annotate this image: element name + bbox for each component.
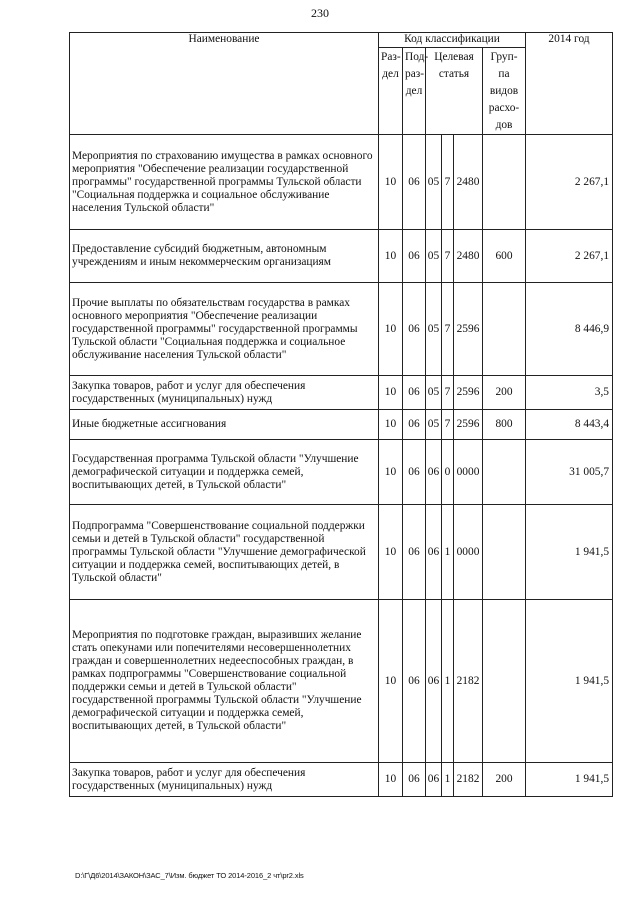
header-name: Наименование [70,33,379,135]
row-target-direction: 2480 [454,230,483,283]
row-target-subprogram: 7 [442,230,454,283]
row-name: Подпрограмма "Совершенствование социальной поддержки семьи и детей в Тульской области" государственной программы Тульской области "Улучшение демографической ситуации и поддержка семей, воспитывающих детей, в Тульской области" [70,505,379,600]
row-razdel: 10 [379,283,403,376]
row-razdel: 10 [379,763,403,797]
row-amount: 31 005,7 [526,440,613,505]
row-target-direction: 2596 [454,376,483,410]
table-row [70,763,613,797]
table-body [70,135,613,797]
row-podrazdel: 06 [403,135,426,230]
row-razdel: 10 [379,376,403,410]
row-target-direction: 2480 [454,135,483,230]
row-target-program: 05 [426,410,442,440]
header-podrazdel [403,48,429,135]
row-amount: 3,5 [526,376,613,410]
row-podrazdel: 06 [403,600,426,763]
table-header [70,33,613,135]
row-target-direction: 2182 [454,600,483,763]
row-target-program: 06 [426,763,442,797]
header-target-article-line: Целевая [434,51,474,63]
row-amount: 1 941,5 [526,763,613,797]
row-expense-type: 200 [483,763,526,797]
row-podrazdel: 06 [403,230,426,283]
row-name: Закупка товаров, работ и услуг для обеспечения государственных (муниципальных) нужд [70,763,379,797]
header-target-article [426,48,483,135]
row-target-direction: 2596 [454,283,483,376]
row-target-subprogram: 7 [442,135,454,230]
row-target-program: 05 [426,376,442,410]
row-razdel: 10 [379,440,403,505]
header-year: 2014 год [526,33,613,135]
row-amount: 8 446,9 [526,283,613,376]
row-target-program: 05 [426,283,442,376]
row-razdel: 10 [379,410,403,440]
table-row [70,135,613,230]
budget-table [69,32,613,797]
header-classification-code: Код классификации [379,33,526,48]
header-razdel [379,48,403,135]
row-expense-type [483,600,526,763]
row-podrazdel: 06 [403,763,426,797]
row-expense-type [483,283,526,376]
row-target-subprogram: 1 [442,763,454,797]
header-target-article-line: статья [438,68,470,80]
table-row [70,440,613,505]
header-expense-group-line: Груп- [490,51,518,63]
row-expense-type: 600 [483,230,526,283]
row-amount: 8 443,4 [526,410,613,440]
page-number: 230 [311,6,329,20]
row-target-subprogram: 1 [442,600,454,763]
row-podrazdel: 06 [403,283,426,376]
table-row [70,283,613,376]
row-target-direction: 0000 [454,505,483,600]
header-razdel-line: дел [382,68,399,80]
row-target-subprogram: 7 [442,376,454,410]
header-expense-group-line: па [498,68,510,80]
row-expense-type [483,505,526,600]
row-podrazdel: 06 [403,410,426,440]
row-target-direction: 2182 [454,763,483,797]
header-podrazdel-line: раз- [405,68,425,80]
row-razdel: 10 [379,600,403,763]
header-podrazdel-line: Под- [405,51,429,63]
header-expense-group [483,48,526,135]
row-expense-type [483,135,526,230]
table-row [70,376,613,410]
row-target-subprogram: 1 [442,505,454,600]
row-name: Прочие выплаты по обязательствам государства в рамках основного мероприятия "Обеспечение реализации государственной программы" государственной программы Тульской области "Социальная поддержка и социальное обслуживание населения Тульской области" [70,283,379,376]
row-razdel: 10 [379,505,403,600]
header-expense-group-line: дов [495,119,513,131]
row-target-program: 05 [426,135,442,230]
row-razdel: 10 [379,230,403,283]
row-expense-type: 800 [483,410,526,440]
row-target-subprogram: 7 [442,410,454,440]
row-podrazdel: 06 [403,440,426,505]
table-row [70,600,613,763]
row-amount: 1 941,5 [526,600,613,763]
row-target-program: 06 [426,505,442,600]
row-podrazdel: 06 [403,376,426,410]
header-expense-group-line: видов [489,85,519,97]
footer-file-path: D:\Г\Д6\2014\ЗАКОН\ЗАС_7\Изм. бюджет ТО 2014-2016_2 чт\pr2.xls [75,871,304,880]
row-target-program: 06 [426,440,442,505]
row-target-direction: 2596 [454,410,483,440]
row-target-program: 05 [426,230,442,283]
row-name: Закупка товаров, работ и услуг для обеспечения государственных (муниципальных) нужд [70,376,379,410]
row-expense-type: 200 [483,376,526,410]
row-name: Мероприятия по подготовке граждан, выразивших желание стать опекунами или попечителями несовершеннолетних граждан и совершеннолетних недееспособных граждан, в рамках подпрограммы "Совершенствование социальной поддержки семьи и детей в Тульской области" государственной программы Тульской области "Улучшение демографической ситуации и поддержка семей, воспитывающих детей, в Тульской области" [70,600,379,763]
header-razdel-line: Раз- [381,51,401,63]
row-target-subprogram: 7 [442,283,454,376]
row-target-subprogram: 0 [442,440,454,505]
row-amount: 2 267,1 [526,135,613,230]
row-amount: 1 941,5 [526,505,613,600]
row-name: Мероприятия по страхованию имущества в рамках основного мероприятия "Обеспечение реализации государственной программы" государственной программы Тульской области "Социальная поддержка и социальное обслуживание населения Тульской области" [70,135,379,230]
row-podrazdel: 06 [403,505,426,600]
row-razdel: 10 [379,135,403,230]
table-row [70,505,613,600]
row-target-program: 06 [426,600,442,763]
row-expense-type [483,440,526,505]
row-name: Предоставление субсидий бюджетным, автономным учреждениям и иным некоммерческим организациям [70,230,379,283]
row-name: Иные бюджетные ассигнования [70,410,379,440]
table-row [70,230,613,283]
row-amount: 2 267,1 [526,230,613,283]
table-row [70,410,613,440]
header-podrazdel-line: дел [405,85,423,97]
row-name: Государственная программа Тульской области "Улучшение демографической ситуации и поддержка семей, воспитывающих детей, в Тульской области" [70,440,379,505]
row-target-direction: 0000 [454,440,483,505]
header-expense-group-line: расхо- [488,102,520,114]
